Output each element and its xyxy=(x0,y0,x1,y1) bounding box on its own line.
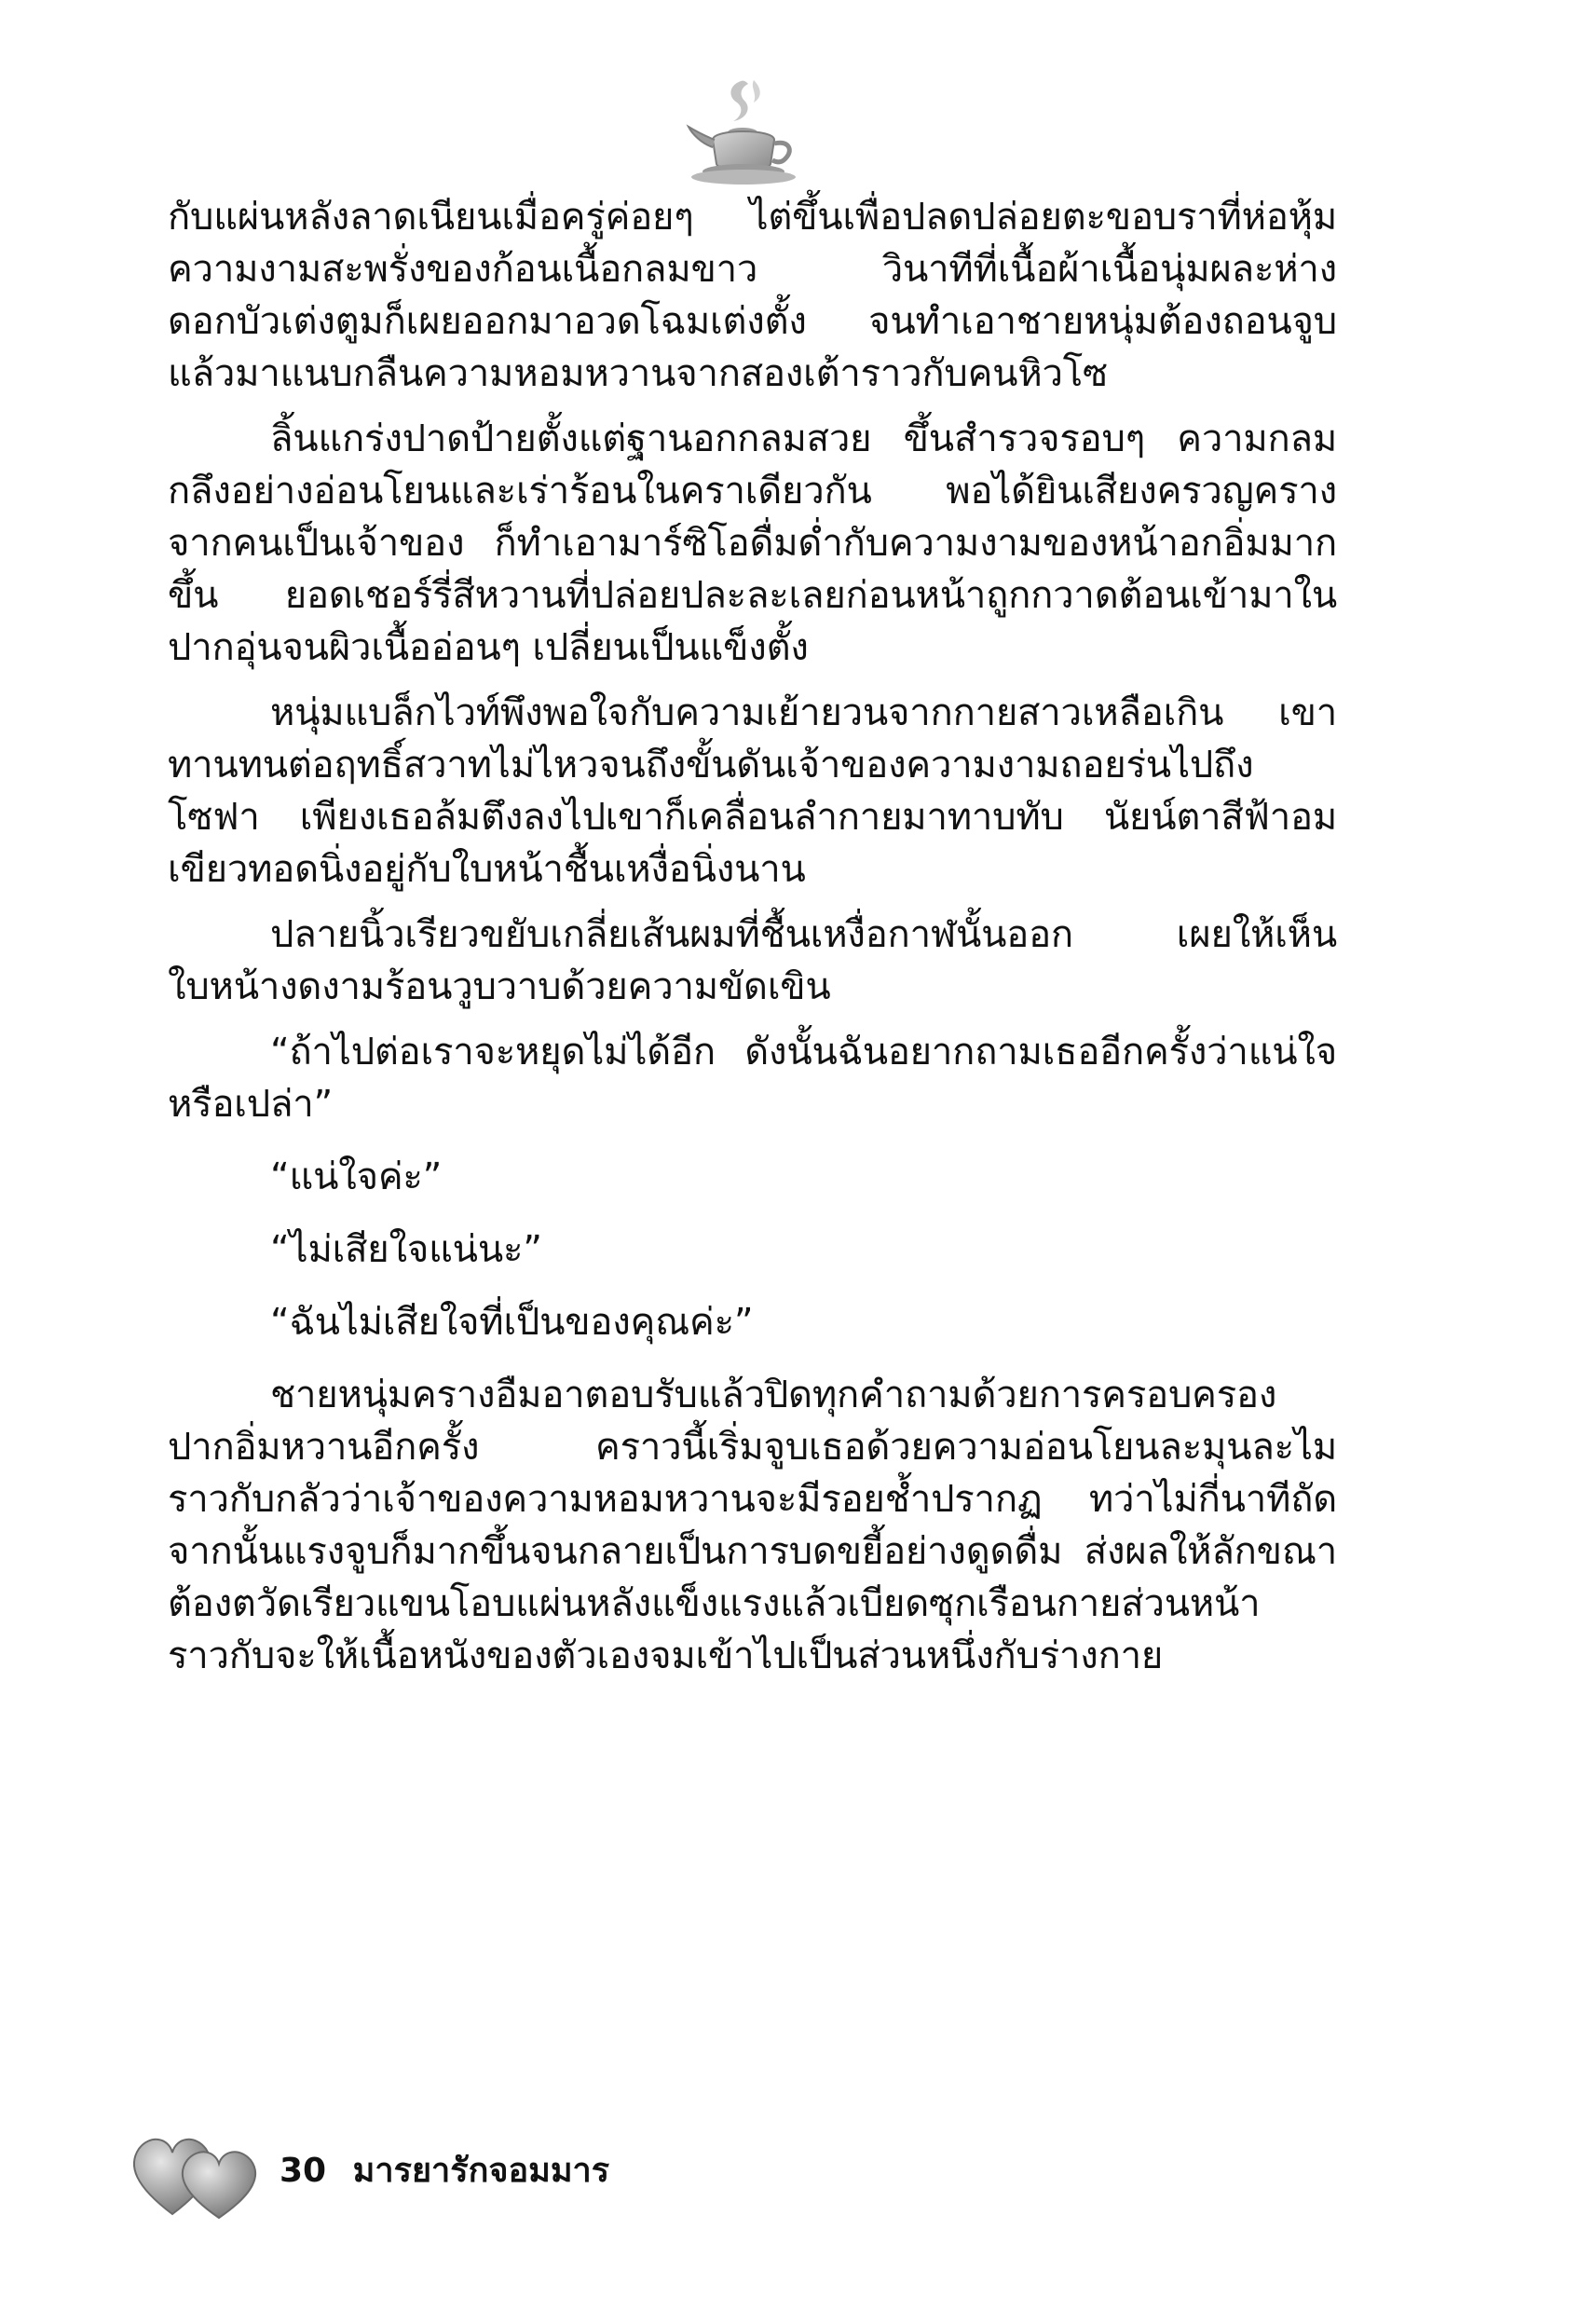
page-footer xyxy=(126,2125,778,2227)
hearts-icon xyxy=(126,2125,275,2222)
paragraph: ชายหนุ่มครางอืมอาตอบรับแล้วปิดทุกคำถามด้วยการครอบครองปากอิ่มหวานอีกครั้ง คราวนี้เริ่มจูบเธอด้วยความอ่อนโยนละมุนละไม ราวกับกลัวว่าเจ้าของความหอมหวานจะมีรอยช้ำปรากฏ ทว่าไม่กี่นาทีถัดจากนั้นแรงจูบก็มากขึ้นจนกลายเป็นการบดขยี้อย่างดูดดื่ม ส่งผลให้ลักขณาต้องตวัดเรียวแขนโอบแผ่นหลังแข็งแรงแล้วเบียดซุกเรือนกายส่วนหน้าราวกับจะให้เนื้อหนังของตัวเองจมเข้าไปเป็นส่วนหนึ่งกับร่างกาย xyxy=(168,1374,1337,1677)
dialogue-line: “ไม่เสียใจแน่นะ” xyxy=(270,1228,542,1271)
paragraph: ปลายนิ้วเรียวขยับเกลี่ยเส้นผมที่ชื้นเหงื่อกาฬนั้นออก เผยให้เห็นใบหน้างดงามร้อนวูบวาบด้วยความขัดเขิน xyxy=(168,913,1337,1008)
dialogue-line: “แน่ใจค่ะ” xyxy=(270,1156,443,1198)
book-title: มารยารักจอมมาร xyxy=(352,2152,610,2190)
folio xyxy=(280,2148,609,2195)
teapot-ornament-icon xyxy=(685,75,806,191)
paragraph: ลิ้นแกร่งปาดป้ายตั้งแต่ฐานอกกลมสวย ขึ้นสำรวจรอบๆ ความกลมกลึงอย่างอ่อนโยนและเร่าร้อนในคราเดียวกัน พอได้ยินเสียงครวญครางจากคนเป็นเจ้าของ ก็ทำเอามาร์ซิโอดื่มด่ำกับความงามของหน้าอกอิ่มมากขึ้น ยอดเชอร์รี่สีหวานที่ปล่อยปละละเลยก่อนหน้าถูกกวาดต้อนเข้ามาในปากอุ่นจนผิวเนื้ออ่อนๆ เปลี่ยนเป็นแข็งตั้ง xyxy=(168,417,1337,669)
dialogue-line: “ฉันไม่เสียใจที่เป็นของคุณค่ะ” xyxy=(270,1301,754,1344)
page-number: 30 xyxy=(280,2152,327,2190)
paragraph: หนุ่มแบล็กไวท์พึงพอใจกับความเย้ายวนจากกายสาวเหลือเกิน เขาทานทนต่อฤทธิ์สวาทไม่ไหวจนถึงขั้นดันเจ้าของความงามถอยร่นไปถึงโซฟา เพียงเธอล้มตึงลงไปเขาก็เคลื่อนลำกายมาทาบทับ นัยน์ตาสีฟ้าอมเขียวทอดนิ่งอยู่กับใบหน้าชื้นเหงื่อนิ่งนาน xyxy=(168,691,1337,891)
dialogue-line: “ถ้าไปต่อเราจะหยุดไม่ได้อีก ดังนั้นฉันอยากถามเธออีกครั้งว่าแน่ใจหรือเปล่า” xyxy=(168,1031,1337,1126)
body-text xyxy=(168,191,1337,1695)
paragraph: กับแผ่นหลังลาดเนียนเมื่อครู่ค่อยๆ ไต่ขึ้นเพื่อปลดปล่อยตะขอบราที่ห่อหุ้มความงามสะพรั่งของก้อนเนื้อกลมขาว วินาทีที่เนื้อผ้าเนื้อนุ่มผละห่าง ดอกบัวเต่งตูมก็เผยออกมาอวดโฉมเต่งตั้ง จนทำเอาชายหนุ่มต้องถอนจูบแล้วมาแนบกลืนความหอมหวานจากสองเต้าราวกับคนหิวโซ xyxy=(168,196,1337,395)
